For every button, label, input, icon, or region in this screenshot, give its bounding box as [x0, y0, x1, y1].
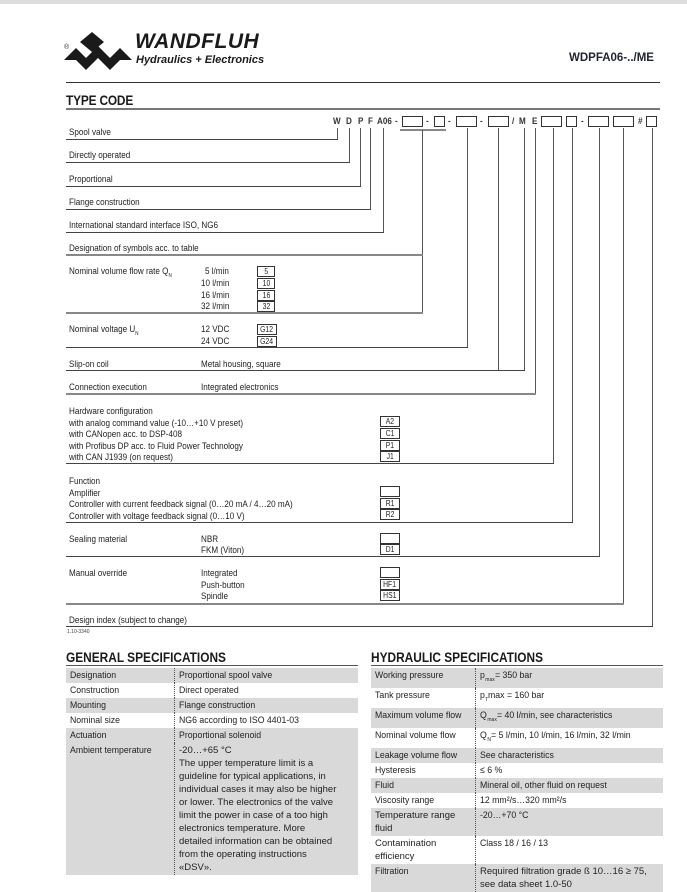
code-slot-override[interactable]: [613, 116, 634, 127]
row-rule: [66, 522, 573, 523]
code-slash: /: [512, 116, 515, 126]
brand-name: WANDFLUH: [135, 30, 260, 53]
table-row: Construction Direct operated: [66, 683, 358, 698]
hardware-code-a2[interactable]: A2: [380, 416, 400, 427]
table-row: Tank pressure $p_T\max = 160$ bar: [371, 688, 663, 708]
flow-code-16[interactable]: 16: [257, 290, 275, 301]
code-letter-w: W: [333, 116, 341, 126]
row-iso-interface: International standard interface ISO, NG6: [69, 220, 219, 230]
voltage-code-g12[interactable]: G12: [257, 324, 277, 335]
leader-override: [623, 128, 624, 604]
type-code-title-rule: [66, 108, 660, 110]
code-slot-symbol-2[interactable]: [434, 116, 445, 127]
flow-option-32: 32 l/min: [201, 301, 230, 311]
code-slot-design-index[interactable]: [646, 116, 657, 127]
override-option-push-button: Push-button: [201, 580, 245, 590]
code-hash: #: [638, 116, 643, 126]
voltage-option-24: 24 VDC: [201, 336, 230, 346]
override-code-hs1[interactable]: HS1: [380, 590, 400, 601]
code-sep: -: [480, 116, 483, 126]
type-code-title: TYPE CODE: [66, 93, 134, 108]
override-code-integrated[interactable]: [380, 567, 400, 578]
registered-mark: ®: [64, 44, 70, 51]
leader-design-index: [652, 128, 653, 627]
table-row: Designation Proportional spool valve: [66, 668, 358, 683]
row-slip-on-coil-label: Slip-on coil: [69, 359, 109, 369]
row-rule: [66, 603, 624, 605]
leader-sealing: [599, 128, 600, 557]
code-slot-hardware[interactable]: [541, 116, 562, 127]
footnote-code: 1.10-3340: [67, 629, 90, 635]
row-sealing-label: Sealing material: [69, 534, 128, 544]
code-letter-m: M: [519, 116, 526, 126]
row-rule: [66, 254, 423, 256]
flow-code-32[interactable]: 32: [257, 301, 275, 312]
row-rule: [66, 139, 338, 140]
general-specs-table: [66, 668, 358, 875]
leader-f: [370, 128, 371, 210]
table-row: Hysteresis ≤ 6 %: [371, 763, 663, 778]
row-symbols: Designation of symbols acc. to table: [69, 243, 199, 253]
row-rule: [66, 232, 384, 233]
row-nominal-flow-label: Nominal volume flow rate $Q_N$: [69, 266, 172, 279]
leader-e: [535, 128, 536, 395]
row-rule: [66, 162, 350, 163]
flow-code-5[interactable]: 5: [257, 266, 275, 277]
header-divider: [66, 82, 660, 83]
hardware-code-c1[interactable]: C1: [380, 428, 400, 439]
code-slot-voltage[interactable]: [488, 116, 509, 127]
row-rule: [66, 556, 600, 557]
table-row: Leakage volume flow See characteristics: [371, 748, 663, 763]
row-flange-construction: Flange construction: [69, 197, 140, 207]
flow-option-10: 10 l/min: [201, 278, 230, 288]
row-rule: [66, 370, 525, 371]
function-code-amplifier[interactable]: [380, 486, 400, 497]
hydraulic-specs-rule: [371, 665, 663, 666]
hardware-option-p1: with Profibus DP acc. to Fluid Power Technology: [69, 441, 243, 451]
row-hardware-label: Hardware configuration: [69, 406, 153, 416]
row-spool-valve: Spool valve: [69, 127, 111, 137]
table-row: Fluid Mineral oil, other fluid on request: [371, 778, 663, 793]
flow-option-16: 16 l/min: [201, 290, 230, 300]
hydraulic-specs-table: [371, 668, 663, 892]
symbol-slot-underline: [400, 129, 446, 131]
code-slot-sealing[interactable]: [588, 116, 609, 127]
hardware-option-a2: with analog command value (-10…+10 V preset): [69, 418, 244, 428]
function-code-r2[interactable]: R2: [380, 509, 400, 520]
hardware-code-j1[interactable]: J1: [380, 451, 400, 462]
leader-flow: [422, 130, 423, 313]
table-row: Maximum volume flow $Q_{max}= 40$ l/min, see characteristics: [371, 708, 663, 728]
row-design-index: Design index (subject to change): [69, 615, 187, 625]
general-specs-rule: [66, 665, 358, 666]
wandfluh-logo-icon: [62, 30, 132, 74]
code-sep: -: [395, 116, 398, 126]
sealing-option-fkm: FKM (Viton): [201, 545, 245, 555]
table-row: Nominal size NG6 according to ISO 4401-03: [66, 713, 358, 728]
table-row: Nominal volume flow $Q_N= 5$ l/min, 10 l/min, 16 l/min, 32 l/min: [371, 728, 663, 748]
row-connection-value: Integrated electronics: [201, 382, 279, 392]
code-sep: -: [448, 116, 451, 126]
table-row: Working pressure $p_{max}= 350$ bar: [371, 668, 663, 688]
override-code-hf1[interactable]: HF1: [380, 579, 400, 590]
hydraulic-specs-title: HYDRAULIC SPECIFICATIONS: [371, 650, 544, 665]
leader-p: [360, 128, 361, 187]
flow-code-10[interactable]: 10: [257, 278, 275, 289]
sealing-code-nbr[interactable]: [380, 533, 400, 544]
code-letter-f: F: [368, 116, 373, 126]
row-connection-label: Connection execution: [69, 382, 147, 392]
function-option-amplifier: Amplifier: [69, 488, 101, 498]
leader-m: [524, 128, 525, 371]
row-rule: [66, 626, 653, 627]
leader-voltage: [467, 128, 468, 348]
general-specs-title: GENERAL SPECIFICATIONS: [66, 650, 226, 665]
leader-coil: [498, 128, 499, 371]
function-code-r1[interactable]: R1: [380, 498, 400, 509]
code-slot-symbol[interactable]: [402, 116, 423, 127]
document-code: WDPFA06-../ME: [569, 52, 654, 64]
override-option-integrated: Integrated: [201, 568, 238, 578]
row-rule: [66, 347, 468, 348]
code-letter-a06: A06: [377, 116, 392, 126]
top-bar: [0, 0, 687, 4]
row-rule: [66, 312, 423, 314]
voltage-option-12: 12 VDC: [201, 324, 230, 334]
leader-hardware: [553, 128, 554, 464]
row-rule: [66, 463, 554, 464]
table-row: Viscosity range 12 mm²/s…320 mm²/s: [371, 793, 663, 808]
code-letter-e: E: [532, 116, 538, 126]
table-row: Temperature range fluid -20…+70 °C: [371, 808, 663, 836]
hardware-option-c1: with CANopen acc. to DSP-408: [69, 429, 183, 439]
row-function-label: Function: [69, 476, 101, 486]
hardware-option-j1: with CAN J1939 (on request): [69, 452, 174, 462]
row-rule: [66, 393, 536, 395]
code-slot-flow[interactable]: [456, 116, 477, 127]
row-directly-operated: Directly operated: [69, 150, 131, 160]
row-proportional: Proportional: [69, 174, 113, 184]
table-row: Ambient temperature -20…+65 °C The upper temperature limit is a guideline for typical applications, in individual cases it may also be higher or lower. The electronics of the valve limit the power in case of a too high electronics temperature. More detailed information can be obtained from the operating instructions «DSV».: [66, 743, 358, 875]
row-rule: [66, 186, 361, 187]
leader-function: [572, 128, 573, 523]
leader-a06: [383, 128, 384, 233]
table-row: Filtration Required filtration grade ß 10…16 ≥ 75, see data sheet 1.0-50: [371, 864, 663, 892]
sealing-option-nbr: NBR: [201, 534, 219, 544]
row-slip-on-coil-value: Metal housing, square: [201, 359, 281, 369]
override-option-spindle: Spindle: [201, 591, 229, 601]
function-option-r2: Controller with voltage feedback signal (0…10 V): [69, 511, 245, 521]
flow-option-5: 5 l/min: [205, 266, 229, 276]
table-row: Contamination efficiency Class 18 / 16 / 13: [371, 836, 663, 864]
code-sep: -: [426, 116, 429, 126]
sealing-code-d1[interactable]: D1: [380, 544, 400, 555]
code-sep: -: [581, 116, 584, 126]
hardware-code-p1[interactable]: P1: [380, 440, 400, 451]
voltage-code-g24[interactable]: G24: [257, 336, 277, 347]
brand-tagline: Hydraulics + Electronics: [136, 54, 265, 66]
code-slot-function[interactable]: [566, 116, 577, 127]
table-row: Actuation Proportional solenoid: [66, 728, 358, 743]
row-rule: [66, 209, 371, 210]
table-row: Mounting Flange construction: [66, 698, 358, 713]
code-letter-p: P: [358, 116, 364, 126]
row-override-label: Manual override: [69, 568, 128, 578]
code-letter-d: D: [346, 116, 352, 126]
function-option-r1: Controller with current feedback signal (0…20 mA / 4…20 mA): [69, 499, 293, 509]
leader-d: [349, 128, 350, 163]
row-nominal-voltage-label: Nominal voltage $U_N$: [69, 324, 139, 337]
